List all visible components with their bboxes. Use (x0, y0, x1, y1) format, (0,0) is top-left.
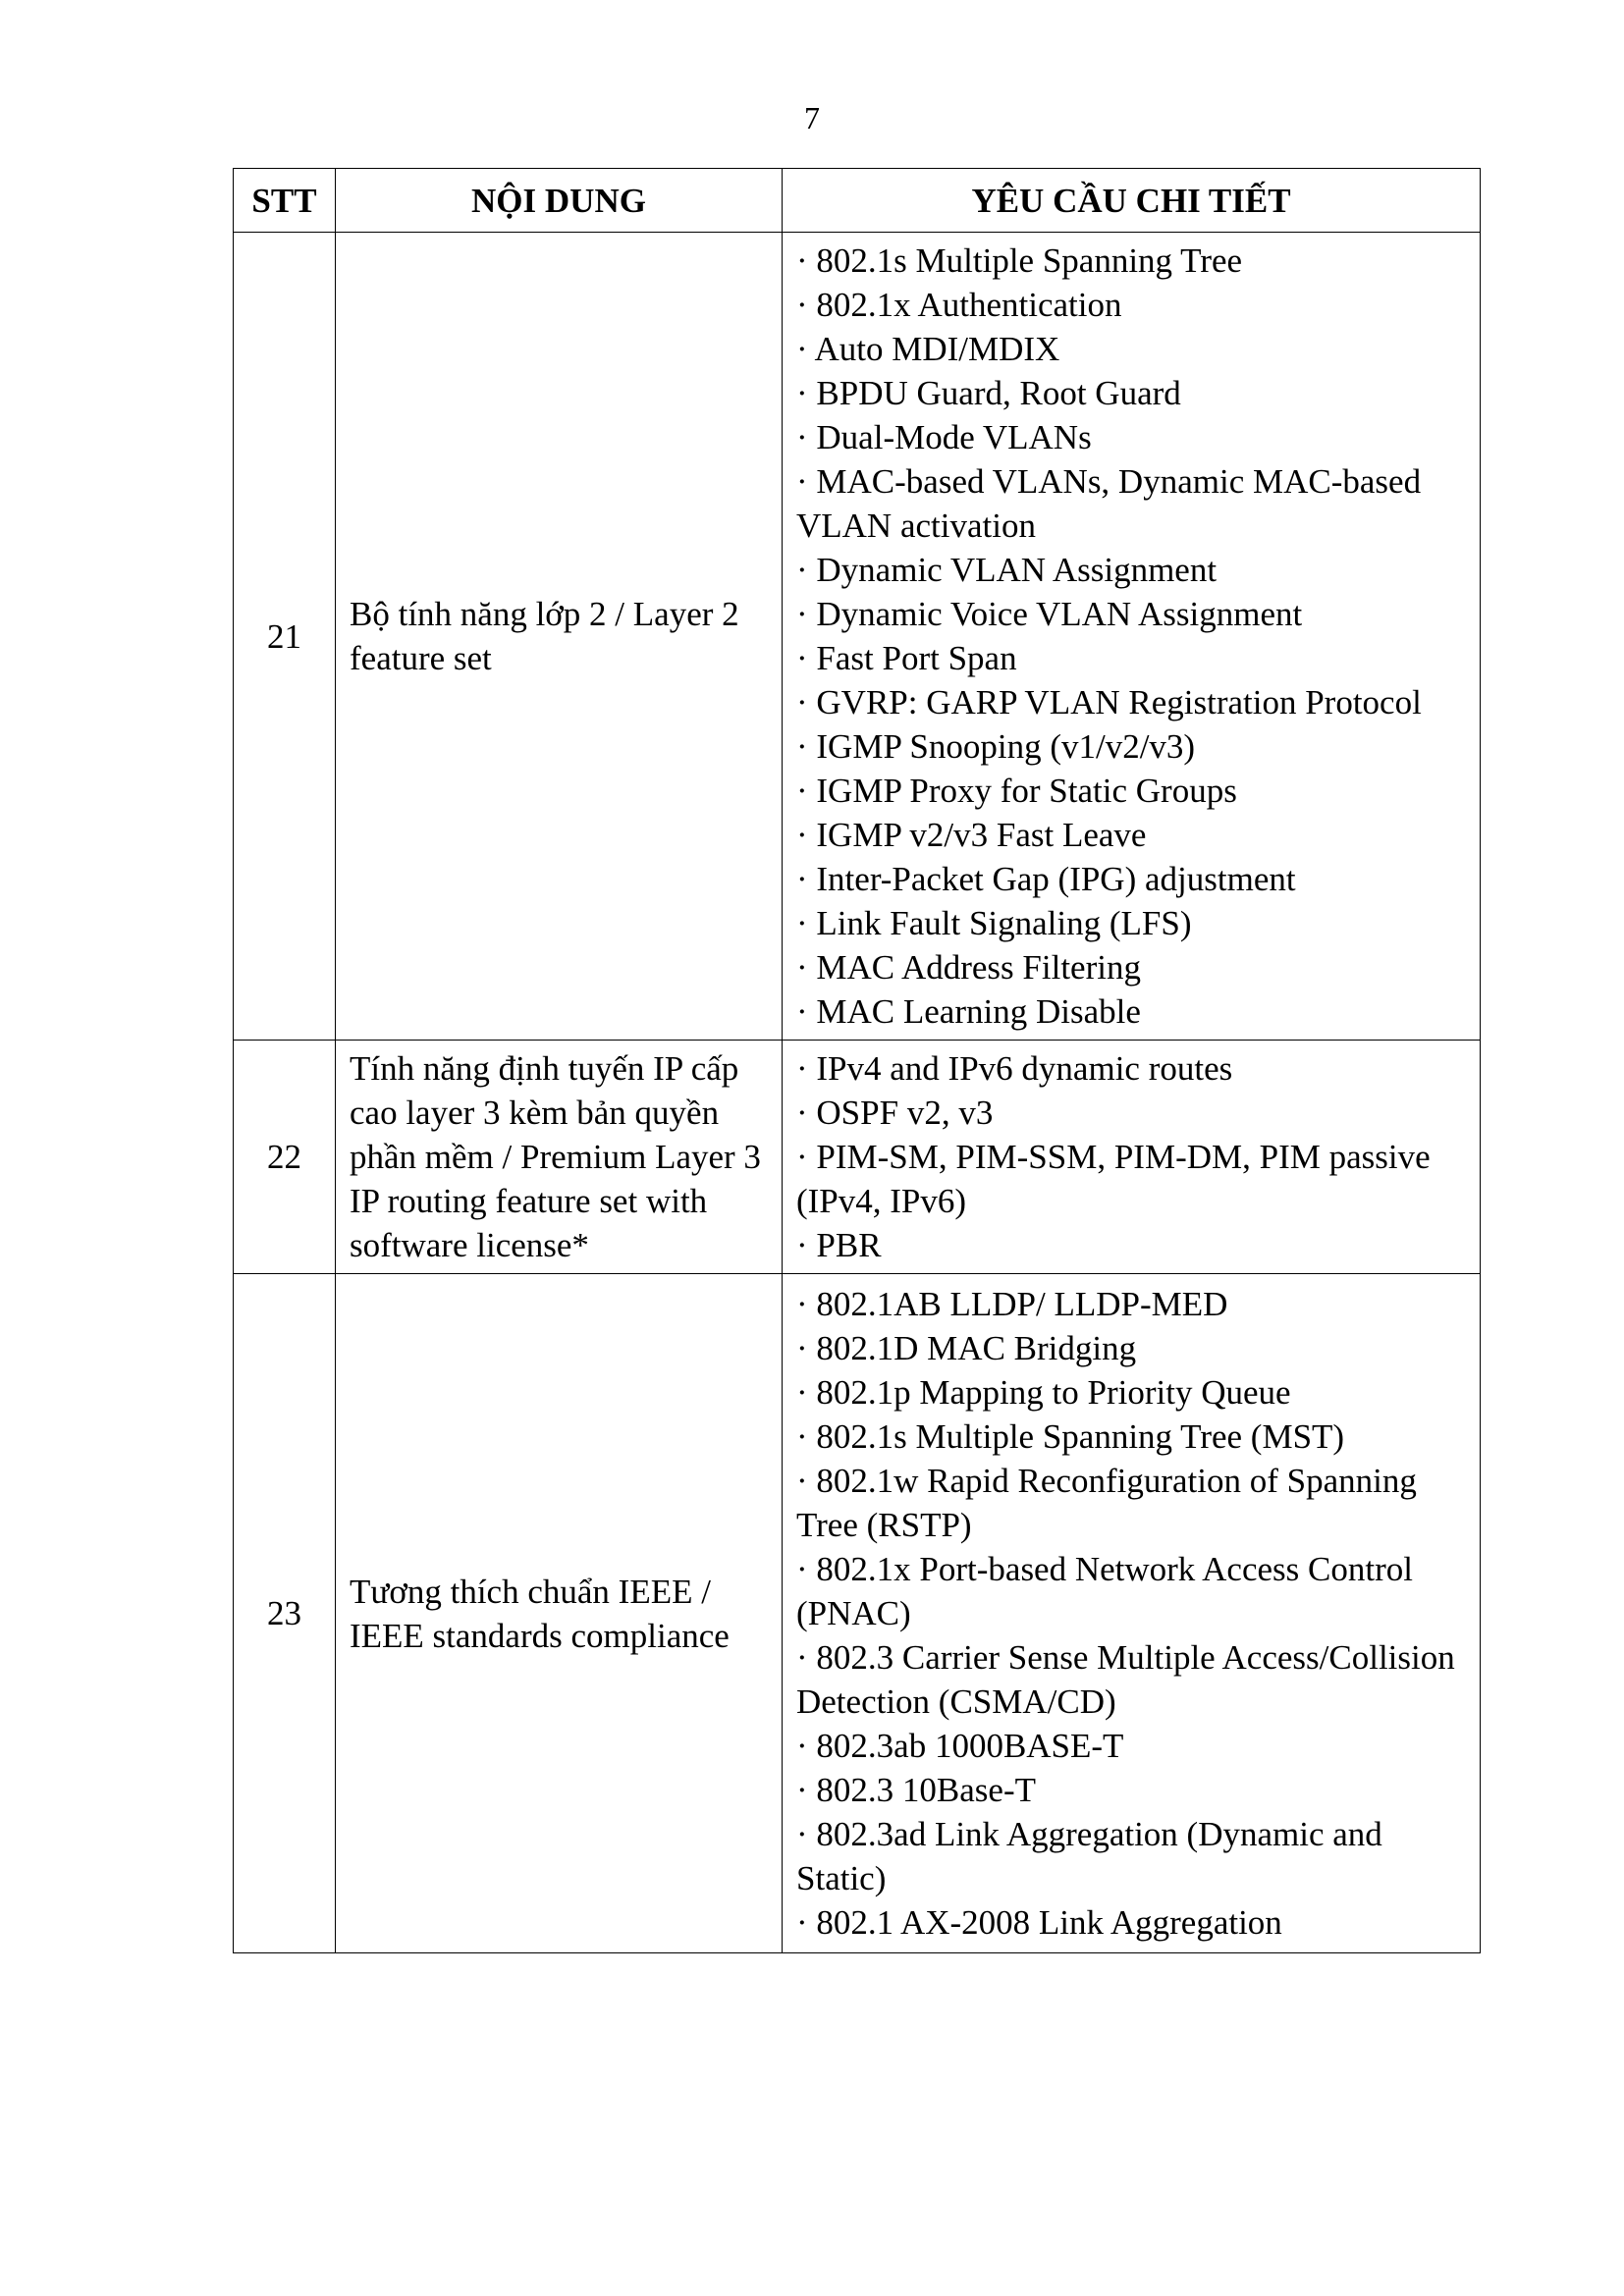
requirement-item: · Dual-Mode VLANs (796, 418, 1092, 456)
row-requirements (783, 1274, 1481, 1953)
requirement-item: · 802.1s Multiple Spanning Tree (MST) (796, 1417, 1345, 1456)
requirement-item: · MAC Learning Disable (796, 992, 1141, 1031)
requirement-item: · GVRP: GARP VLAN Registration Protocol (796, 683, 1422, 721)
requirement-item: · MAC Address Filtering (796, 948, 1141, 987)
requirements-list (796, 1046, 1470, 1267)
page-number: 7 (804, 100, 820, 135)
requirement-item: · Dynamic VLAN Assignment (796, 551, 1218, 589)
requirement-item: · 802.1AB LLDP/ LLDP-MED (796, 1285, 1228, 1323)
header-row (234, 169, 1481, 233)
requirement-item: · Fast Port Span (796, 639, 1017, 677)
requirement-item: · 802.3ad Link Aggregation (Dynamic and Static) (796, 1815, 1382, 1897)
requirement-item: · IGMP v2/v3 Fast Leave (796, 816, 1147, 854)
requirement-item: · PIM-SM, PIM-SSM, PIM-DM, PIM passive (IPv4, IPv6) (796, 1138, 1431, 1220)
requirement-item: · 802.1x Port-based Network Access Control (PNAC) (796, 1550, 1413, 1632)
requirement-item: · 802.3ab 1000BASE-T (796, 1727, 1124, 1765)
table-row (234, 233, 1481, 1041)
table-row (234, 1274, 1481, 1953)
requirement-item: · 802.3 10Base-T (796, 1771, 1036, 1809)
row-stt: 22 (234, 1041, 336, 1274)
row-content: Tương thích chuẩn IEEE / IEEE standards compliance (336, 1274, 783, 1953)
row-content: Bộ tính năng lớp 2 / Layer 2 feature set (336, 233, 783, 1041)
requirement-item: · 802.1 AX-2008 Link Aggregation (796, 1903, 1282, 1942)
requirement-item: · 802.3 Carrier Sense Multiple Access/Collision Detection (CSMA/CD) (796, 1638, 1455, 1721)
requirement-item: · PBR (796, 1226, 882, 1264)
requirement-item: · IGMP Snooping (v1/v2/v3) (796, 727, 1196, 766)
requirement-item: · BPDU Guard, Root Guard (796, 374, 1181, 412)
requirement-item: · Link Fault Signaling (LFS) (796, 904, 1192, 942)
requirement-item: · 802.1w Rapid Reconfiguration of Spanning Tree (RSTP) (796, 1462, 1417, 1544)
requirements-list (796, 1282, 1470, 1945)
requirement-item: · MAC-based VLANs, Dynamic MAC-based VLAN activation (796, 462, 1422, 545)
header-content: NỘI DUNG (336, 169, 783, 233)
table-row (234, 1041, 1481, 1274)
spec-table (233, 168, 1481, 1953)
header-requirements: YÊU CẦU CHI TIẾT (783, 169, 1481, 233)
table-body (234, 233, 1481, 1953)
requirement-item: · 802.1D MAC Bridging (796, 1329, 1137, 1367)
header-stt: STT (234, 169, 336, 233)
requirement-item: · OSPF v2, v3 (796, 1094, 994, 1132)
requirement-item: · Dynamic Voice VLAN Assignment (796, 595, 1303, 633)
requirement-item: · 802.1x Authentication (796, 286, 1122, 324)
row-stt: 23 (234, 1274, 336, 1953)
row-requirements (783, 233, 1481, 1041)
requirement-item: · IPv4 and IPv6 dynamic routes (796, 1049, 1233, 1088)
table-header (234, 169, 1481, 233)
requirements-list (796, 239, 1470, 1034)
requirement-item: · Auto MDI/MDIX (796, 330, 1060, 368)
row-requirements (783, 1041, 1481, 1274)
row-content: Tính năng định tuyến IP cấp cao layer 3 kèm bản quyền phần mềm / Premium Layer 3 IP routing feature set with software license* (336, 1041, 783, 1274)
requirement-item: · IGMP Proxy for Static Groups (796, 772, 1237, 810)
requirement-item: · Inter-Packet Gap (IPG) adjustment (796, 860, 1296, 898)
requirement-item: · 802.1s Multiple Spanning Tree (796, 241, 1243, 280)
requirement-item: · 802.1p Mapping to Priority Queue (796, 1373, 1291, 1412)
row-stt: 21 (234, 233, 336, 1041)
